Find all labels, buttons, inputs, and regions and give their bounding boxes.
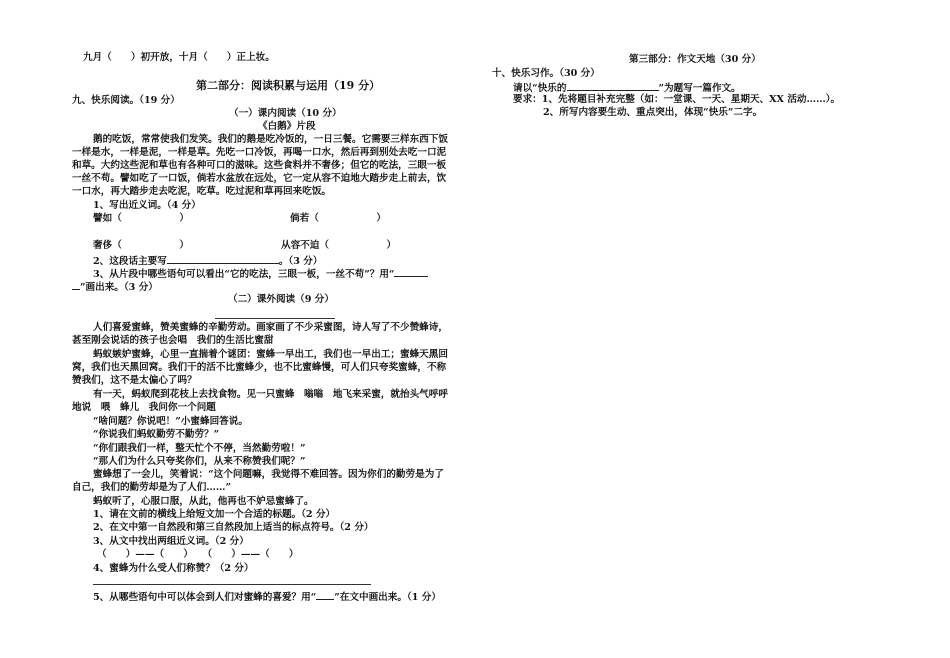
passage2-line: 有一天，蚂蚁爬到花枝上去找食物。见一只蜜蜂 嗡嗡 地飞来采蜜，就抬头气呼呼 <box>93 389 448 400</box>
passage2-line: “啥问题？你说吧！”小蜜蜂回答说。 <box>93 416 248 427</box>
question: 4、蜜蜂为什么受人们称赞？（2 分） <box>93 563 254 574</box>
q2-points: 。（3 分） <box>278 256 323 267</box>
sub1-title: （一）课内阅读（10 分） <box>229 108 342 119</box>
passage2-line: 地说 喂 蜂儿 我问你一个问题 <box>72 402 216 413</box>
part2-title: 第二部分：阅读积累与运用（19 分） <box>196 79 381 92</box>
passage2-line: 蚂蚁嫉妒蜜蜂，心里一直揣着个谜团：蜜蜂一早出工，我们也一早出工；蜜蜂天黑回 <box>93 349 448 360</box>
passage1-line: 一样是水，一样是泥，一样是草。先吃一口冷饭，再喝一口水，然后再到别处去吃一口泥 <box>72 147 447 158</box>
months-line: 九月（ ）初开放，十月（ ）正上妆。 <box>83 52 275 63</box>
synonym-blank[interactable]: （ ） <box>319 240 397 251</box>
requirement-1: 要求：1、先将题目补充完整（如：一堂课、一天、星期天、XX 活动……）。 <box>513 94 841 105</box>
passage2-line: 窝，我们也天黑回窝。我们干的活不比蜜蜂少，也不比蜜蜂慢，可人们只夸奖蜜蜂，不称 <box>72 362 447 373</box>
q4-answer-line[interactable] <box>93 584 371 585</box>
q5-line <box>93 590 441 604</box>
passage2-line: 自己，我们的勤劳却是为了人们……” <box>72 482 232 493</box>
passage2-line: “你们跟我们一样，整天忙个不停，当然勤劳啦！” <box>93 443 306 454</box>
passage2-line: 人们喜爱蜜蜂，赞美蜜蜂的辛勤劳动。画家画了不少采蜜图，诗人写了不少赞蜂诗， <box>93 322 448 333</box>
title-answer-line[interactable] <box>215 318 335 319</box>
passage2-line: “你说我们蚂蚁勤劳不勤劳？” <box>93 429 220 440</box>
passage1-line: 鹅的吃饭，常常使我们发笑。我们的鹅是吃冷饭的，一日三餐。它需要三样东西下饭 <box>93 134 448 145</box>
part3-title: 第三部分：作文天地（30 分） <box>629 54 761 65</box>
underline-mark-sample <box>316 590 334 600</box>
synonym-pair-blanks[interactable]: （ ）——（ ） （ ）——（ ） <box>97 549 299 560</box>
q5-prompt-end: ”在文中画出来。（1 分） <box>334 592 441 603</box>
synonym-item <box>290 213 386 225</box>
synonym-item <box>93 213 189 225</box>
essay-prompt <box>513 81 741 95</box>
synonym-word: 从容不迫 <box>281 240 320 251</box>
requirement-2: 2、所写内容要生动、重点突出，体现“快乐”二字。 <box>543 107 763 118</box>
synonym-item <box>281 240 396 252</box>
q3-line2 <box>72 280 158 294</box>
synonym-word: 譬如 <box>93 213 113 224</box>
q1-title: 1、写出近义词。（4 分） <box>93 200 201 211</box>
underline-mark-sample <box>72 280 80 290</box>
synonym-blank[interactable]: （ ） <box>112 213 189 224</box>
synonym-word: 倘若 <box>290 213 310 224</box>
essay-prompt-start: 请以“快乐的 <box>513 83 567 94</box>
q2-answer-blank[interactable] <box>167 254 279 264</box>
question: 2、在文中第一自然段和第三自然段加上适当的标点符号。（2 分） <box>93 522 374 533</box>
essay-prompt-end: ”为题写一篇作文。 <box>658 83 741 94</box>
passage1-line: 一丝不苟。譬如吃了一口饭，倘若水盆放在远处，它一定从容不迫地大踏步走上前去，饮 <box>72 173 447 184</box>
passage1-title: 《白鹅》片段 <box>258 121 316 132</box>
passage2-line: “那人们为什么只夸奖你们，从来不称赞我们呢？” <box>93 456 306 467</box>
q10-title: 十、快乐习作。（30 分） <box>492 68 600 79</box>
right-column <box>475 0 950 658</box>
synonym-blank[interactable]: （ ） <box>309 213 386 224</box>
synonym-item <box>93 240 189 252</box>
q2-line <box>93 254 322 268</box>
q3-prompt: 3、从片段中哪些语句可以看出“它的吃法，三眼一板，一丝不苟”？用“ <box>93 269 395 280</box>
passage2-line: 蚂蚁听了，心服口服，从此，他再也不妒忌蜜蜂了。 <box>93 496 314 507</box>
question: 3、从文中找出两组近义词。（2 分） <box>93 536 249 547</box>
passage1-line: 一口水，再大踏步走去吃泥，吃草。吃过泥和草再回来吃饭。 <box>72 186 332 197</box>
synonym-word: 奢侈 <box>93 240 113 251</box>
sub2-title: （二）课外阅读（9 分） <box>228 294 334 305</box>
passage2-line: 甚至刚会说话的孩子也会唱 我们的生活比蜜甜 <box>72 335 274 346</box>
question: 1、请在文前的横线上给短文加一个合适的标题。（2 分） <box>93 509 336 520</box>
essay-title-blank[interactable] <box>567 81 659 91</box>
underline-mark-sample <box>394 267 428 277</box>
passage2-line: 赞我们，这不是太偏心了吗？ <box>72 375 197 386</box>
q3-prompt-end: ”画出来。（3 分） <box>80 282 158 293</box>
q3-line <box>93 267 428 281</box>
q9-title: 九、快乐阅读。（19 分） <box>72 95 180 106</box>
synonym-blank[interactable]: （ ） <box>112 240 189 251</box>
passage2-line: 蜜蜂想了一会儿，笑着说：“这个问题嘛，我觉得不难回答。因为你们的勤劳是为了 <box>93 469 444 480</box>
q5-prompt: 5、从哪些语句中可以体会到人们对蜜蜂的喜爱？用“ <box>93 592 317 603</box>
passage1-line: 和草。大约这些泥和草也有各种可口的滋味。这些食料并不奢侈；但它的吃法，三眼一板 <box>72 160 447 171</box>
q2-prompt: 2、这段话主要写 <box>93 256 167 267</box>
